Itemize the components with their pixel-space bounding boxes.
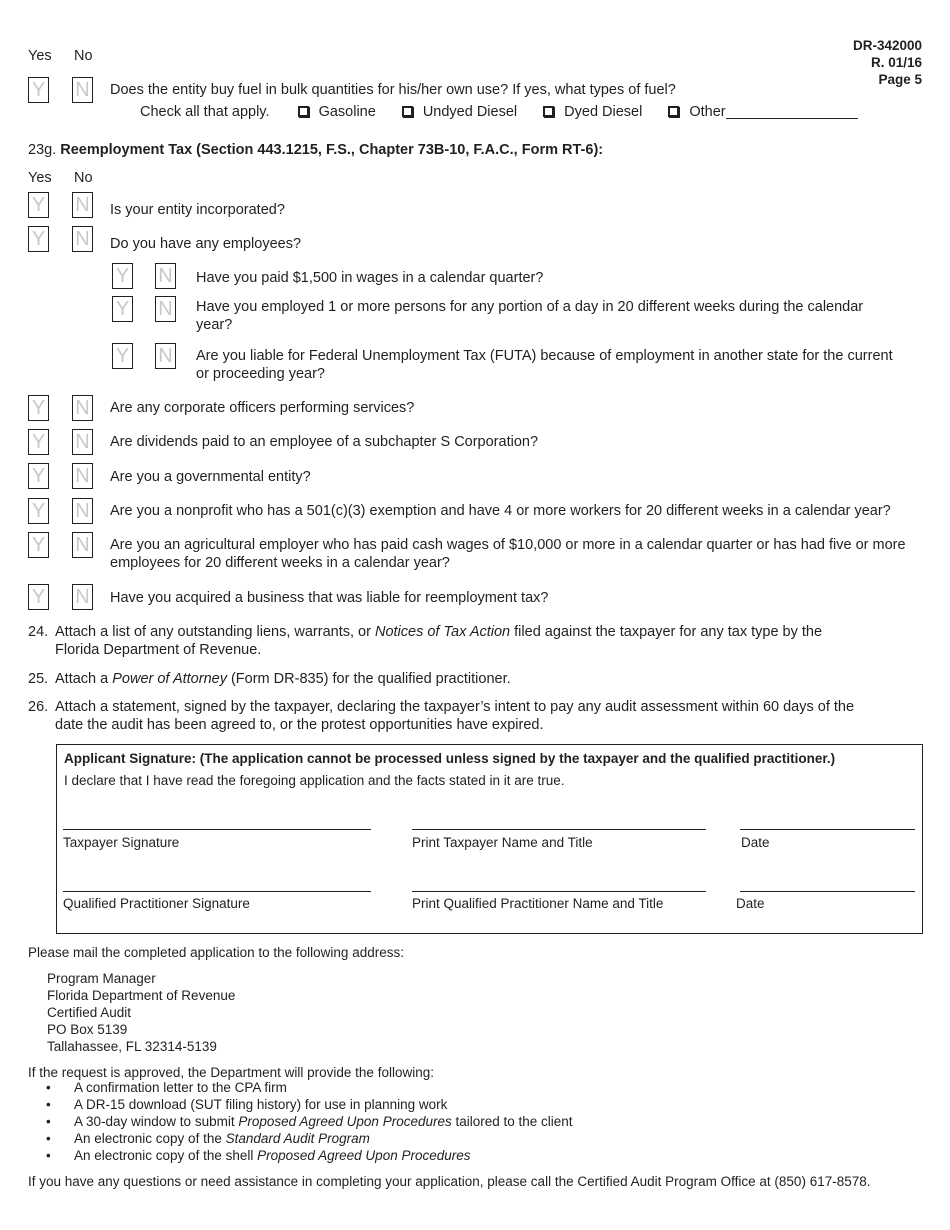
- question-employees: Do you have any employees?: [110, 236, 302, 252]
- futa-no-box[interactable]: N: [155, 343, 176, 369]
- officers-no-box[interactable]: N: [72, 395, 93, 421]
- bullet: •: [46, 1097, 51, 1112]
- fuel-option-gasoline[interactable]: [298, 104, 376, 120]
- item-26-number: 26.: [28, 699, 49, 715]
- question-dividends: Are dividends paid to an employee of a subchapter S Corporation?: [110, 434, 539, 450]
- fuel-instruction: Check all that apply.: [140, 104, 270, 120]
- fuel-question: Does the entity buy fuel in bulk quantities for his/her own use? If yes, what types of fuel?: [110, 82, 676, 98]
- list-item-emphasis: Proposed Agreed Upon Procedures: [257, 1148, 471, 1163]
- question-nonprofit: Are you a nonprofit who has a 501(c)(3) exemption and have 4 or more workers for 20 different weeks in a calendar year?: [110, 503, 891, 519]
- bullet: •: [46, 1148, 51, 1163]
- other-checkbox[interactable]: [668, 106, 679, 117]
- item-24-text-after: filed against the taxpayer for any tax type by the: [510, 624, 823, 640]
- list-item: [46, 1096, 573, 1113]
- practitioner-print-line[interactable]: [412, 891, 706, 892]
- question-wages: Have you paid $1,500 in wages in a calendar quarter?: [196, 270, 544, 286]
- list-item-text: A 30-day window to submit: [74, 1114, 239, 1129]
- item-26-text: Attach a statement, signed by the taxpayer, declaring the taxpayer’s intent to pay any audit assessment within 60 days of the: [55, 699, 855, 715]
- list-item: [46, 1130, 573, 1147]
- officers-yes-box[interactable]: Y: [28, 395, 49, 421]
- nonprofit-no-box[interactable]: N: [72, 498, 93, 524]
- address-line: PO Box 5139: [47, 1022, 128, 1037]
- address-line: Program Manager: [47, 971, 156, 986]
- bullet: •: [46, 1131, 51, 1146]
- signature-box: [56, 744, 923, 934]
- question-incorporated: Is your entity incorporated?: [110, 202, 285, 218]
- section-23g-number: 23g.: [28, 142, 57, 158]
- address-line: Tallahassee, FL 32314-5139: [47, 1039, 217, 1054]
- acquired-yes-box[interactable]: Y: [28, 584, 49, 610]
- address-line: Certified Audit: [47, 1005, 132, 1020]
- approval-intro: If the request is approved, the Department will provide the following:: [28, 1065, 434, 1080]
- approval-list: [46, 1079, 573, 1164]
- list-item-emphasis: Proposed Agreed Upon Procedures: [238, 1114, 452, 1129]
- practitioner-signature-line[interactable]: [63, 891, 371, 892]
- bullet: •: [46, 1080, 51, 1095]
- dyed-diesel-label: Dyed Diesel: [564, 104, 643, 120]
- form-revision: R. 01/16: [870, 55, 922, 70]
- employees-no-box[interactable]: N: [72, 226, 93, 252]
- gasoline-label: Gasoline: [318, 104, 376, 120]
- undyed-diesel-label: Undyed Diesel: [422, 104, 518, 120]
- fuel-option-dyed-diesel[interactable]: [543, 104, 642, 120]
- question-officers: Are any corporate officers performing services?: [110, 400, 415, 416]
- taxpayer-print-line[interactable]: [412, 829, 706, 830]
- address-line: Florida Department of Revenue: [47, 988, 236, 1003]
- mail-intro: Please mail the completed application to the following address:: [28, 945, 404, 960]
- employees-yes-box[interactable]: Y: [28, 226, 49, 252]
- dividends-yes-box[interactable]: Y: [28, 429, 49, 455]
- signature-title: Applicant Signature: (The application cannot be processed unless signed by the taxpayer and the qualified practitioner.): [64, 751, 836, 766]
- page-number: Page 5: [878, 72, 922, 87]
- yes-column-header-2: Yes: [28, 170, 52, 186]
- governmental-no-box[interactable]: N: [72, 463, 93, 489]
- item-24-text: Attach a list of any outstanding liens, warrants, or: [55, 624, 375, 640]
- question-agricultural: Are you an agricultural employer who has paid cash wages of $10,000 or more in a calendar quarter or has had five or more employees for 20 different weeks in a calendar year?: [110, 537, 906, 571]
- list-item-emphasis: Standard Audit Program: [225, 1131, 370, 1146]
- acquired-no-box[interactable]: N: [72, 584, 93, 610]
- list-item: [46, 1113, 573, 1130]
- signature-declaration: I declare that I have read the foregoing application and the facts stated in it are true.: [64, 773, 565, 788]
- list-item-text: A DR-15 download (SUT filing history) for use in planning work: [74, 1097, 448, 1112]
- fuel-no-box[interactable]: N: [72, 77, 93, 103]
- practitioner-signature-label: Qualified Practitioner Signature: [63, 896, 250, 911]
- no-column-header: No: [74, 48, 93, 64]
- question-governmental: Are you a governmental entity?: [110, 469, 311, 485]
- item-26: [28, 698, 923, 734]
- item-25: [28, 670, 923, 688]
- question-futa: Are you liable for Federal Unemployment Tax (FUTA) because of employment in another state for the current or proceeding year?: [196, 348, 893, 382]
- section-23g-heading: [28, 141, 603, 159]
- bullet: •: [46, 1114, 51, 1129]
- item-24: [28, 623, 923, 659]
- taxpayer-date-line[interactable]: [740, 829, 915, 830]
- question-acquired-business: Have you acquired a business that was liable for reemployment tax?: [110, 590, 549, 606]
- yes-column-header: Yes: [28, 48, 52, 64]
- nonprofit-yes-box[interactable]: Y: [28, 498, 49, 524]
- list-item-text-after: tailored to the client: [451, 1114, 573, 1129]
- form-number: DR-342000: [852, 38, 922, 53]
- item-25-emphasis: Power of Attorney: [112, 671, 227, 687]
- taxpayer-signature-label: Taxpayer Signature: [63, 835, 180, 850]
- gasoline-checkbox[interactable]: [298, 106, 309, 117]
- item-24-number: 24.: [28, 624, 49, 640]
- item-25-number: 25.: [28, 671, 49, 687]
- item-25-text-after: (Form DR-835) for the qualified practitioner.: [226, 671, 511, 687]
- fuel-option-other[interactable]: [668, 104, 857, 120]
- wages-no-box[interactable]: N: [155, 263, 176, 289]
- list-item-text: An electronic copy of the: [74, 1131, 226, 1146]
- question-twenty-weeks: Have you employed 1 or more persons for any portion of a day in 20 different weeks during the calendar year?: [196, 299, 864, 333]
- item-24-emphasis: Notices of Tax Action: [374, 624, 511, 640]
- list-item: [46, 1079, 573, 1096]
- incorporated-no-box[interactable]: N: [72, 192, 93, 218]
- no-column-header-2: No: [74, 170, 93, 186]
- governmental-yes-box[interactable]: Y: [28, 463, 49, 489]
- practitioner-print-label: Print Qualified Practitioner Name and Title: [412, 896, 664, 911]
- list-item-text: An electronic copy of the shell: [74, 1148, 258, 1163]
- item-25-text: Attach a: [55, 671, 113, 687]
- dividends-no-box[interactable]: N: [72, 429, 93, 455]
- fuel-options: [140, 103, 858, 121]
- practitioner-date-label: Date: [736, 896, 765, 911]
- fuel-option-undyed-diesel[interactable]: [402, 104, 517, 120]
- other-label: Other: [689, 104, 726, 120]
- twenty-weeks-no-box[interactable]: N: [155, 296, 176, 322]
- twenty-weeks-yes-box[interactable]: Y: [112, 296, 133, 322]
- wages-yes-box[interactable]: Y: [112, 263, 133, 289]
- undyed-diesel-checkbox[interactable]: [402, 106, 413, 117]
- list-item-text: A confirmation letter to the CPA firm: [74, 1080, 287, 1095]
- item-26-continuation: date the audit has been agreed to, or the protest opportunities have expired.: [55, 717, 544, 733]
- mailing-address: [47, 970, 235, 1055]
- dyed-diesel-checkbox[interactable]: [543, 106, 554, 117]
- fuel-yes-box[interactable]: Y: [28, 77, 49, 103]
- incorporated-yes-box[interactable]: Y: [28, 192, 49, 218]
- agricultural-yes-box[interactable]: Y: [28, 532, 49, 558]
- section-23g-title: Reemployment Tax (Section 443.1215, F.S., Chapter 73B-10, F.A.C., Form RT-6):: [60, 142, 604, 158]
- taxpayer-date-label: Date: [741, 835, 770, 850]
- other-fuel-line[interactable]: [726, 104, 858, 119]
- item-24-continuation: Florida Department of Revenue.: [55, 642, 262, 658]
- list-item: [46, 1147, 573, 1164]
- taxpayer-print-label: Print Taxpayer Name and Title: [412, 835, 593, 850]
- taxpayer-signature-line[interactable]: [63, 829, 371, 830]
- practitioner-date-line[interactable]: [740, 891, 915, 892]
- agricultural-no-box[interactable]: N: [72, 532, 93, 558]
- futa-yes-box[interactable]: Y: [112, 343, 133, 369]
- footer-contact: If you have any questions or need assistance in completing your application, please call the Certified Audit Program Office at (850) 617-8578.: [28, 1174, 871, 1189]
